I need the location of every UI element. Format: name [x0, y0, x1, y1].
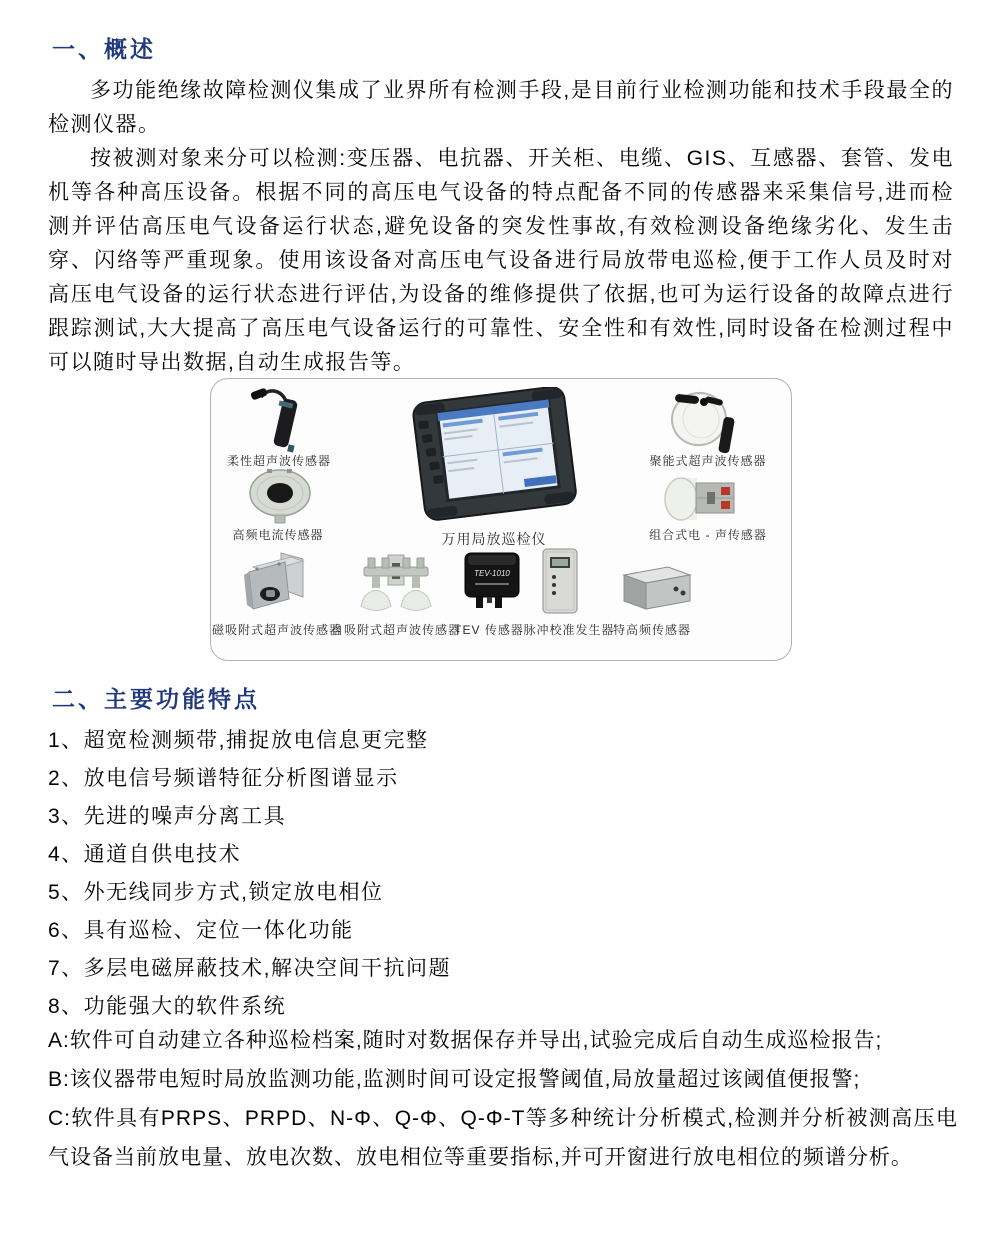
- section1-paragraph-1: 多功能绝缘故障检测仪集成了业界所有检测手段,是目前行业检测功能和技术手段最全的检测仪器。: [48, 79, 954, 136]
- tev-model-text: TEV-1010: [474, 569, 510, 578]
- pd-inspection-instrument-label: 万用局放巡检仪: [441, 531, 547, 547]
- section2-heading: 二、主要功能特点: [52, 686, 260, 712]
- feature-item-3: 3、先进的噪声分离工具: [48, 805, 287, 828]
- feature-item-4: 4、通道自供电技术: [48, 843, 242, 866]
- note-b: B:该仪器带电短时局放监测功能,监测时间可设定报警阈值,局放量超过该阈值便报警;: [48, 1068, 861, 1091]
- pulse-calibrator-label: 脉冲校准发生器: [523, 623, 615, 637]
- combined-electric-acoustic-sensor-label: 组合式电 - 声传感器: [649, 528, 767, 542]
- focused-ultrasonic-sensor-icon: [659, 387, 757, 457]
- hf-current-sensor-icon: [247, 467, 313, 525]
- feature-item-2: 2、放电信号频谱特征分析图谱显示: [48, 767, 399, 790]
- pulse-calibrator-icon: [541, 547, 579, 615]
- section1-paragraph-2: 按被测对象来分可以检测:变压器、电抗器、开关柜、电缆、GIS、互感器、套管、发电机等各种高压设备。根据不同的高压电气设备的特点配备不同的传感器来采集信号,进而检测并评估高压电气设备运行状态,避免设备的突发性事故,有效检测设备绝缘劣化、发生击穿、闪络等严重现象。使用该设备对高压电气设备进行局放带电巡检,便于工作人员及时对高压电气设备的运行状态进行评估,为设备的维修提供了依据,也可为运行设备的故障点进行跟踪测试,大大提高了高压电气设备运行的可靠性、安全性和有效性,同时设备在检测过程中可以随时导出数据,自动生成报告等。: [48, 147, 954, 374]
- note-a: A:软件可自动建立各种巡检档案,随时对数据保存并导出,试验完成后自动生成巡检报告;: [48, 1029, 883, 1052]
- combined-electric-acoustic-sensor-icon: [663, 472, 743, 526]
- tev-sensor-label: TEV 传感器: [454, 623, 524, 637]
- feature-item-7: 7、多层电磁屏蔽技术,解决空间干抗问题: [48, 957, 452, 980]
- uhf-sensor-label: 特高频传感器: [612, 623, 692, 637]
- tev-sensor-icon: [463, 549, 521, 613]
- flexible-ultrasonic-sensor-label: 柔性超声波传感器: [226, 454, 332, 468]
- self-adhesive-ultrasonic-sensor-label: 自吸附式超声波传感器: [330, 623, 462, 637]
- flexible-ultrasonic-sensor-icon: [241, 385, 313, 455]
- uhf-sensor-icon: [614, 559, 696, 615]
- feature-item-6: 6、具有巡检、定位一体化功能: [48, 919, 354, 942]
- feature-item-8: 8、功能强大的软件系统: [48, 995, 287, 1018]
- note-c: C:软件具有PRPS、PRPD、N-Φ、Q-Φ、Q-Φ-T等多种统计分析模式,检测并分析被测高压电气设备当前放电量、放电次数、放电相位等重要指标,并可开窗进行放电相位的频谱分析。: [48, 1107, 958, 1169]
- hf-current-sensor-label: 高频电流传感器: [232, 528, 324, 542]
- feature-item-5: 5、外无线同步方式,锁定放电相位: [48, 881, 384, 904]
- focused-ultrasonic-sensor-label: 聚能式超声波传感器: [649, 454, 767, 468]
- magnetic-mount-ultrasonic-sensor-label: 磁吸附式超声波传感器: [211, 623, 343, 637]
- software-notes: [48, 1021, 958, 1177]
- feature-list: [48, 722, 956, 1026]
- magnetic-mount-ultrasonic-sensor-icon: [239, 549, 311, 619]
- product-overview-figure: [210, 378, 792, 661]
- feature-item-1: 1、超宽检测频带,捕捉放电信息更完整: [48, 729, 429, 752]
- pd-inspection-instrument-icon: [401, 387, 579, 527]
- self-adhesive-ultrasonic-sensor-icon: [359, 551, 433, 615]
- section1-heading: 一、概述: [52, 36, 156, 62]
